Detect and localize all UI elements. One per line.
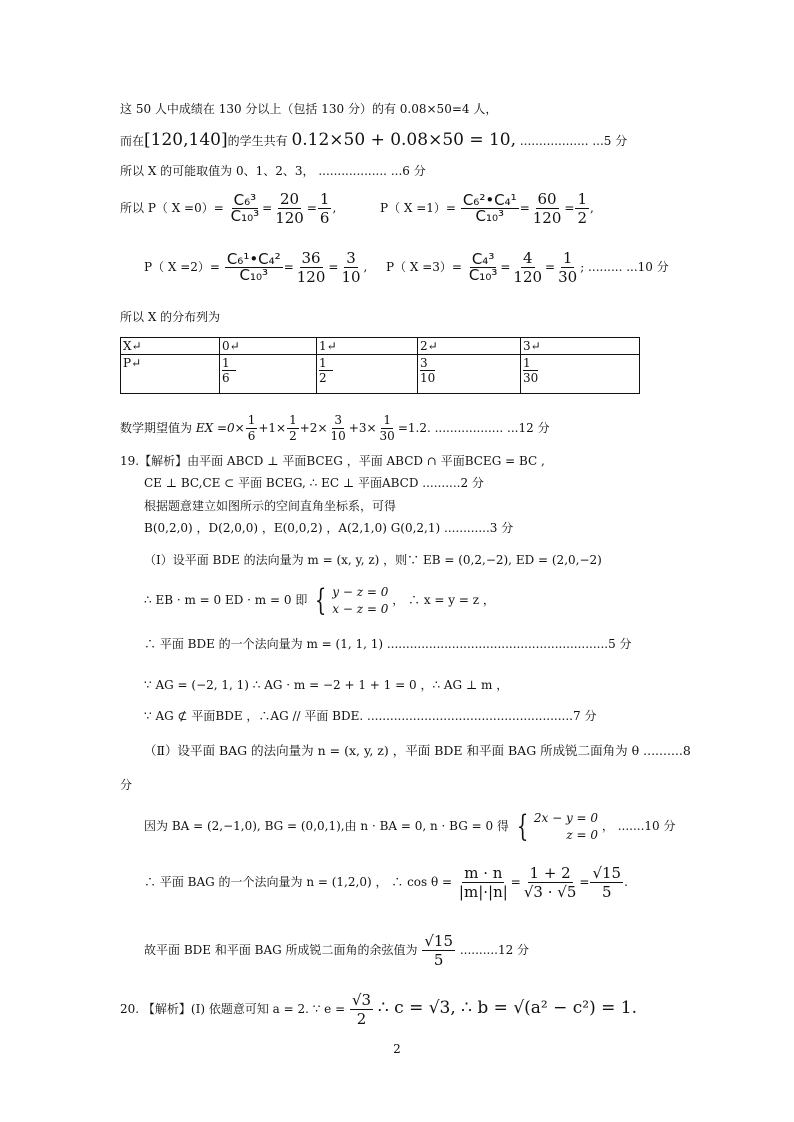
denominator: 2 bbox=[319, 371, 327, 385]
prob-x0-label: 所以 P（ X =0）= bbox=[120, 201, 224, 215]
q19-line-i: ∵ AG ⊄ 平面BDE ，∴AG // 平面 BDE. ......................................................7 分 bbox=[144, 709, 597, 723]
prob-x3-frac2 bbox=[556, 249, 579, 286]
text-line-2 bbox=[120, 130, 627, 151]
denominator: 6 bbox=[222, 371, 230, 385]
denominator: C₁₀³ bbox=[230, 207, 260, 225]
denominator: 120 bbox=[513, 268, 543, 286]
q19-f-tail: ， ∴ x = y = z ， bbox=[392, 593, 495, 607]
prob-x2: P（ X =2）= $\frac{\text{C₆¹•C₄²}}{\text{C₁₀³}}$ = $\frac{36}{120}$ = $\frac{3}{10}$ , bbox=[144, 249, 368, 286]
table-header-cell: 2↵ bbox=[418, 338, 521, 355]
q19-l-pre: ∴ 平面 BAG 的一个法向量为 n = (1,2,0) ， ∴ cos θ = bbox=[144, 875, 453, 889]
prob-x0-tail: , bbox=[332, 201, 337, 215]
numerator: √15 bbox=[424, 932, 454, 950]
prob-x3: P（ X =3）= $\frac{\text{C₄³}}{\text{C₁₀³}}$ = $\frac{4}{120}$ = $\frac{1}{30}$ ; ......... ...10 分 bbox=[386, 249, 669, 286]
numerator: 1 bbox=[562, 249, 573, 267]
answer-fraction bbox=[422, 932, 455, 969]
denominator: 10 bbox=[330, 429, 346, 443]
prob-x0: 所以 P（ X =0）= $\frac{\text{C₆³}}{\text{C₁₀³}}$ = $\frac{20}{120}$ = $\frac{1}{6}$ , bbox=[120, 190, 337, 227]
denominator: 6 bbox=[319, 209, 330, 227]
denominator: 30 bbox=[379, 429, 395, 443]
q19-line-g: ∴ 平面 BDE 的一个法向量为 m = (1, 1, 1) ..........................................................5 分 bbox=[144, 637, 632, 651]
table-header-x: X↵ bbox=[121, 338, 220, 355]
table-header-cell: 1↵ bbox=[317, 338, 418, 355]
table-p-label: P↵ bbox=[121, 355, 220, 394]
expectation-pre: 数学期望值为 bbox=[120, 421, 193, 435]
denominator: 2 bbox=[577, 209, 587, 227]
cell-fraction bbox=[222, 356, 236, 385]
numerator: 3 bbox=[420, 356, 435, 371]
denominator: 10 bbox=[341, 268, 361, 286]
prob-x3-comb bbox=[467, 252, 500, 283]
brace-icon: { bbox=[516, 808, 529, 844]
numerator: 1 bbox=[523, 356, 538, 371]
denominator: 30 bbox=[523, 371, 539, 385]
cos-tail: . bbox=[624, 875, 628, 889]
equation: y − z = 0 bbox=[332, 584, 389, 599]
prob-x2-label: P（ X =2）= bbox=[144, 260, 220, 274]
q19-m-tail: ..........12 分 bbox=[456, 943, 530, 957]
ex-term-2-pre: +2× bbox=[299, 421, 328, 435]
ex-term-2-frac bbox=[329, 413, 348, 444]
equation-system-1 bbox=[311, 584, 388, 618]
cos-frac-1 bbox=[457, 864, 510, 901]
prob-x2-comb bbox=[225, 252, 283, 283]
cell-fraction bbox=[420, 356, 435, 385]
denominator: 120 bbox=[532, 209, 562, 227]
equation: z = 0 bbox=[566, 827, 599, 842]
prob-x2-tail: , bbox=[363, 260, 368, 274]
table-row bbox=[121, 355, 640, 394]
q19-k-tail: ， .......10 分 bbox=[601, 819, 676, 833]
table-cell bbox=[521, 355, 640, 394]
page-number: 2 bbox=[393, 1042, 401, 1056]
prob-x1-comb bbox=[461, 193, 519, 224]
numerator: 1 bbox=[222, 356, 236, 371]
ex-term-3-pre: +3× bbox=[348, 421, 377, 435]
q19-m-pre: 故平面 BDE 和平面 BAG 所成锐二面角的余弦值为 bbox=[144, 943, 418, 957]
numerator: C₄³ bbox=[471, 250, 495, 268]
numerator: 20 bbox=[279, 190, 300, 208]
numerator: C₆²•C₄¹ bbox=[462, 191, 517, 209]
denominator: C₁₀³ bbox=[468, 266, 498, 284]
q19-line-m bbox=[144, 930, 529, 970]
text-line-1: 这 50 人中成绩在 130 分以上（包括 130 分）的有 0.08×50=4 人， bbox=[120, 102, 498, 116]
numerator: 1 + 2 bbox=[529, 864, 571, 882]
q19-line-e: （Ⅰ）设平面 BDE 的法向量为 m = (x, y, z) ，则∵ EB = (0,2,−2), ED = (2,0,−2) bbox=[144, 553, 602, 567]
prob-x0-comb bbox=[229, 193, 262, 224]
cell-fraction bbox=[319, 356, 333, 385]
denominator: 5 bbox=[601, 883, 612, 901]
q19-line-a: 19.【解析】由平面 ABCD ⊥ 平面BCEG ，平面 ABCD ∩ 平面BCEG = BC , bbox=[120, 454, 545, 468]
numerator: m · n bbox=[464, 864, 503, 882]
denominator: 30 bbox=[558, 268, 578, 286]
denominator: √3 · √5 bbox=[523, 883, 577, 901]
numerator: 1 bbox=[319, 356, 333, 371]
brace-icon: { bbox=[314, 582, 327, 618]
ex-term-0-pre: EX =0× bbox=[195, 421, 245, 435]
ex-term-1-frac bbox=[287, 413, 299, 444]
numerator: 1 bbox=[577, 190, 587, 208]
interval: [120,140] bbox=[144, 130, 228, 150]
q19-line-k bbox=[144, 806, 675, 846]
table-cell bbox=[317, 355, 418, 394]
count-expression: 0.12×50 + 0.08×50 = 10, bbox=[291, 130, 517, 150]
q19-line-j2: 分 bbox=[120, 778, 133, 792]
numerator: 3 bbox=[346, 249, 356, 267]
numerator: 1 bbox=[383, 413, 391, 427]
denominator: 5 bbox=[433, 951, 444, 969]
equation-system-2 bbox=[513, 810, 598, 844]
expectation-tail: =1.2. .................. ...12 分 bbox=[397, 421, 550, 435]
denominator: 6 bbox=[247, 429, 256, 443]
text-l2-pre: 而在 bbox=[120, 134, 145, 148]
text-line-3: 所以 X 的可能取值为 0、1、2、3， .................. ...6 分 bbox=[120, 164, 426, 178]
cos-frac-3 bbox=[590, 864, 623, 901]
table-header-cell: 3↵ bbox=[521, 338, 640, 355]
numerator: 4 bbox=[522, 249, 533, 267]
q19-line-b: CE ⊥ BC,CE ⊂ 平面 BCEG, ∴ EC ⊥ 平面ABCD ..........2 分 bbox=[144, 476, 484, 490]
prob-x2-frac2 bbox=[339, 249, 362, 286]
equation: x − z = 0 bbox=[332, 601, 389, 616]
q19-line-f bbox=[144, 582, 495, 618]
e-fraction bbox=[350, 991, 373, 1028]
q19-line-h: ∵ AG = (−2, 1, 1) ∴ AG · m = −2 + 1 + 1 = 0 ，∴ AG ⊥ m ， bbox=[144, 678, 509, 692]
denominator: 2 bbox=[356, 1010, 367, 1028]
denominator: 120 bbox=[296, 268, 326, 286]
prob-x3-tail: ; ......... ...10 分 bbox=[580, 260, 669, 274]
prob-x2-frac1 bbox=[295, 249, 328, 286]
numerator: 1 bbox=[289, 413, 297, 427]
denominator: C₁₀³ bbox=[475, 207, 505, 225]
q19-line-l: ∴ 平面 BAG 的一个法向量为 n = (1,2,0) ， ∴ cos θ = $\frac{m \cdot n}{|m|\cdot|n|}$ = $\frac{1 + 2}{√3 \cdot √5}$ = $\frac{√15}{5}$ . bbox=[144, 864, 628, 901]
table-cell bbox=[418, 355, 521, 394]
ex-term-3-frac bbox=[378, 413, 397, 444]
distribution-table bbox=[120, 337, 640, 394]
q20-line bbox=[120, 988, 637, 1029]
prob-x1: P（ X =1）= $\frac{\text{C₆²•C₄¹}}{\text{C₁₀³}}$ = $\frac{60}{120}$ = $\frac{1}{2}$ , bbox=[380, 190, 594, 227]
numerator: 60 bbox=[537, 190, 557, 208]
q19-line-c: 根据题意建立如图所示的空间直角坐标系，可得 bbox=[144, 499, 397, 513]
q19-line-j: （Ⅱ）设平面 BAG 的法向量为 n = (x, y, z) ，平面 BDE 和平面 BAG 所成锐二面角为 θ ..........8 bbox=[144, 743, 691, 758]
numerator: 3 bbox=[334, 413, 342, 427]
denominator: 120 bbox=[275, 209, 304, 227]
prob-x1-frac1 bbox=[531, 190, 564, 227]
denominator: |m|·|n| bbox=[458, 883, 508, 901]
numerator: 1 bbox=[319, 190, 330, 208]
prob-x0-frac2 bbox=[318, 190, 332, 227]
numerator: C₆³ bbox=[233, 191, 257, 209]
q19-line-d: B(0,2,0) ，D(2,0,0) ，E(0,0,2) ，A(2,1,0) G(0,2,1) ............3 分 bbox=[144, 521, 514, 535]
prob-x1-label: P（ X =1）= bbox=[380, 201, 456, 215]
denominator: 2 bbox=[289, 429, 297, 443]
table-header-cell: 0↵ bbox=[220, 338, 317, 355]
numerator: √3 bbox=[351, 991, 372, 1009]
ex-term-0-frac bbox=[246, 413, 258, 444]
q20-mid: ∴ c = √3, ∴ b = √(a² − c²) = 1. bbox=[377, 998, 638, 1018]
prob-x0-frac1 bbox=[273, 190, 306, 227]
numerator: C₆¹•C₄² bbox=[226, 250, 281, 268]
cell-fraction bbox=[523, 356, 538, 385]
equation: 2x − y = 0 bbox=[533, 810, 599, 825]
table-row bbox=[121, 338, 640, 355]
cos-frac-2 bbox=[522, 864, 579, 901]
text-l2-mid: 的学生共有 bbox=[227, 134, 288, 148]
prob-x1-tail: , bbox=[590, 201, 594, 215]
table-cell bbox=[220, 355, 317, 394]
q19-f-pre: ∴ EB · m = 0 ED · m = 0 即 bbox=[144, 593, 308, 607]
prob-x1-frac2 bbox=[575, 190, 589, 227]
prob-x3-frac1 bbox=[511, 249, 544, 286]
ex-term-1-pre: +1× bbox=[258, 421, 287, 435]
denominator: C₁₀³ bbox=[239, 266, 269, 284]
prob-x3-label: P（ X =3）= bbox=[386, 260, 462, 274]
numerator: 1 bbox=[247, 413, 256, 427]
dist-intro: 所以 X 的分布列为 bbox=[120, 310, 221, 324]
denominator: 10 bbox=[420, 371, 436, 385]
expectation-line bbox=[120, 408, 550, 448]
q20-pre: 20. 【解析】(Ⅰ) 依题意可知 a = 2. ∵ e = bbox=[120, 1002, 346, 1016]
numerator: √15 bbox=[592, 864, 622, 882]
text-l2-tail: .................. ...5 分 bbox=[516, 134, 628, 148]
numerator: 36 bbox=[301, 249, 321, 267]
q19-k-pre: 因为 BA = (2,−1,0), BG = (0,0,1),由 n · BA = 0, n · BG = 0 得 bbox=[144, 819, 509, 833]
